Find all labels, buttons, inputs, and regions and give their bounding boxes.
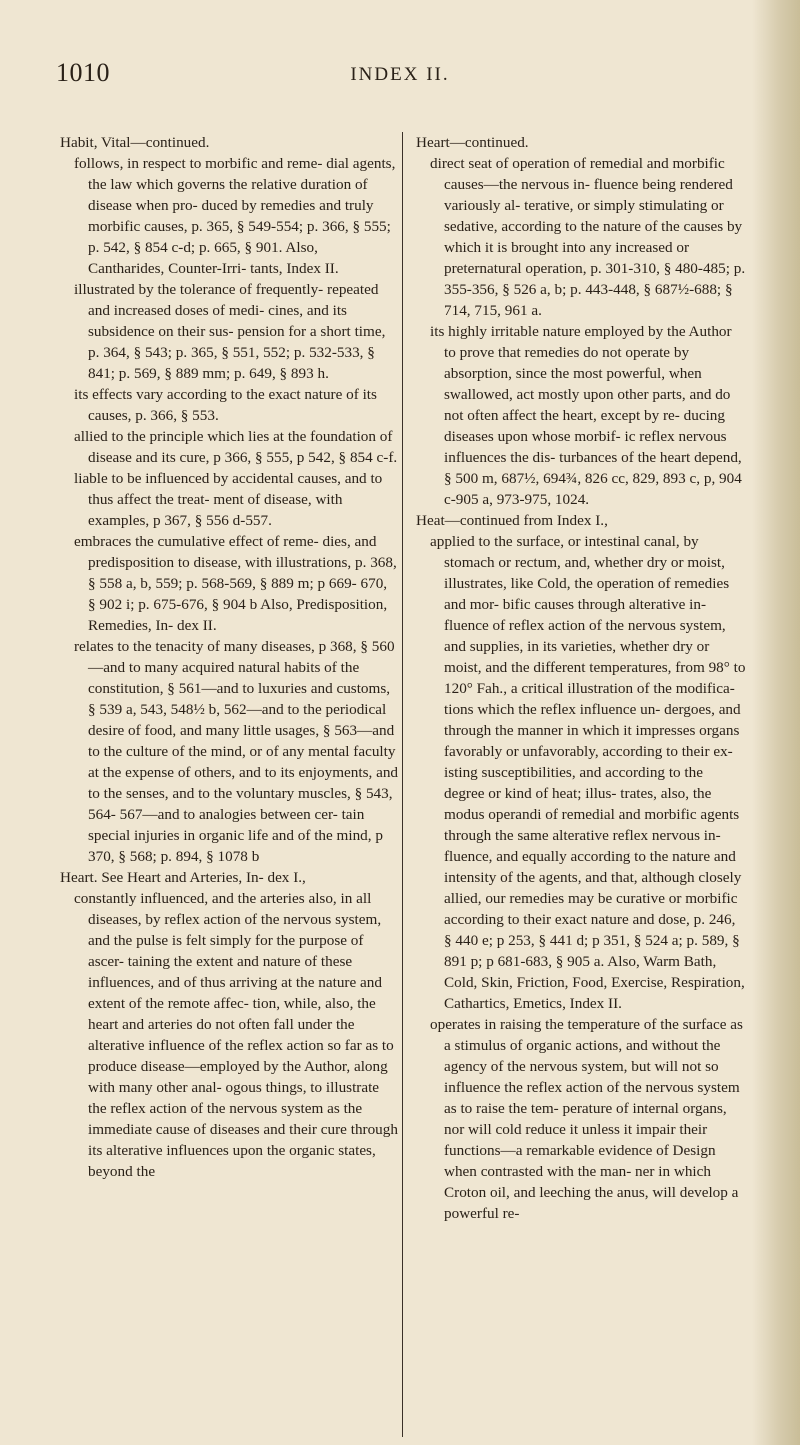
index-subentry: applied to the surface, or intestinal canal, by stomach or rectum, and, whether dry or moist, illustrates, like Cold, the operation of remedies and mor- bific causes through alterative in- fluence of reflex action of the nervous system, and supplies, in its varieties, whether dry or moist, and the different temperatures, from 98° to 120° Fah., a critical illustration of the modifica- tions which the reflex influence un- dergoes, and through the manner in which it impresses organs favorably or unfavorably, according to their ex- isting susceptibilities, and according to the degree or kind of heat; illus- trates, also, the modus operandi of remedial and morbific agents through the same alterative reflex nervous in- fluence, and equally according to the nature and intensity of the agents, and that, although closely allied, our remedies may be curative or morbific according to their exact nature and dose, p. 246, § 440 e; p 253, § 441 d; p 351, § 524 a; p. 589, § 891 p; p 681-683, § 905 a. Also, Warm Bath, Cold, Skin, Friction, Food, Exercise, Respiration, Cathartics, Emetics, Index II. bbox=[430, 533, 746, 1012]
index-subentry: embraces the cumulative effect of reme- dies, and predisposition to disease, with illustrations, p. 368, § 558 a, b, 559; p. 568-569, § 889 m; p 669- 670, § 902 i; p. 675-676, § 904 b Also, Predisposition, Remedies, In- dex II. bbox=[74, 533, 397, 634]
page-edge-shadow bbox=[752, 0, 800, 1445]
running-head: INDEX II. bbox=[350, 64, 450, 85]
index-heading: Heat—continued from Index I., bbox=[416, 512, 608, 529]
index-subentry: direct seat of operation of remedial and morbific causes—the nervous in- fluence being rendered variously al- terative, or simply stimulating or sedative, according to the nature of the causes by which it is brought into any increased or preternatural operation, p. 301-310, § 480-485; p. 355-356, § 526 a, b; p. 443-448, § 687½-688; § 714, 715, 961 a. bbox=[430, 155, 746, 319]
index-subentry: liable to be influenced by accidental causes, and to thus affect the treat- ment of disease, with examples, p 367, § 556 d-557. bbox=[74, 470, 383, 529]
index-subentry: illustrated by the tolerance of frequently- repeated and increased doses of medi- cines, and its subsidence on their sus- pension for a short time, p. 364, § 543; p. 365, § 551, 552; p. 532-533, § 841; p. 569, § 889 mm; p. 649, § 893 h. bbox=[74, 281, 386, 382]
index-subentry: its effects vary according to the exact nature of its causes, p. 366, § 553. bbox=[74, 386, 377, 424]
column-divider bbox=[402, 132, 403, 1437]
index-heading: Heart—continued. bbox=[416, 134, 529, 151]
index-heading: Habit, Vital—continued. bbox=[60, 134, 210, 151]
index-subentry: relates to the tenacity of many diseases, p 368, § 560—and to many acquired natural habits of the constitution, § 561—and to luxuries and customs, § 539 a, 543, 548½ b, 562—and to the periodical desire of food, and many little usages, § 563—and to the culture of the mind, or of any mental faculty at the expense of others, and to its enjoyments, and to the senses, and to the voluntary muscles, § 543, 564- 567—and to analogies between cer- tain special injuries in organic life and of the mind, p 370, § 568; p. 894, § 1078 b bbox=[74, 638, 399, 865]
page-header bbox=[0, 0, 800, 120]
index-subentry: constantly influenced, and the arteries also, in all diseases, by reflex action of the nervous system, and the pulse is felt simply for the purpose of ascer- taining the extent and nature of these influences, and of thus arriving at the nature and extent of the remote affec- tion, while, also, the heart and arteries do not often fall under the alterative influence of the reflex action so far as to produce disease—employed by the Author, along with many other anal- ogous things, to illustrate the reflex action of the nervous system as the immediate cause of diseases and their cure through its alterative influences upon the organic states, beyond the bbox=[74, 890, 398, 1180]
index-subentry: follows, in respect to morbific and reme- dial agents, the law which governs the relative duration of disease when pro- duced by remedies and truly morbific causes, p. 365, § 549-554; p. 366, § 555; p. 542, § 854 c-d; p. 665, § 901. Also, Cantharides, Counter-Irri- tants, Index II. bbox=[74, 155, 396, 277]
index-subentry: allied to the principle which lies at the foundation of disease and its cure, p 366, § 555, p 542, § 854 c-f. bbox=[74, 428, 398, 466]
index-subentry: its highly irritable nature employed by the Author to prove that remedies do not operate by absorption, since the most powerful, when swallowed, act mostly upon other parts, and do not often affect the heart, except by re- ducing diseases upon whose morbif- ic reflex nervous influences the dis- turbances of the heart depend, § 500 m, 687½, 694¾, 826 cc, 829, 893 c, p, 904 c-905 a, 973-975, 1024. bbox=[430, 323, 742, 508]
index-heading: Heart. See Heart and Arteries, In- dex I., bbox=[60, 869, 306, 886]
page-number: 1010 bbox=[56, 58, 110, 87]
index-subentry: operates in raising the temperature of the surface as a stimulus of organic actions, and without the agency of the nervous system, but will not so influence the reflex action of the nervous system as to raise the tem- perature of internal organs, nor will cold reduce it unless it impair their functions—a remarkable evidence of Design when contrasted with the man- ner in which Croton oil, and leeching the anus, will develop a powerful re- bbox=[430, 1016, 743, 1222]
right-column bbox=[416, 132, 746, 1224]
left-column bbox=[60, 132, 398, 1182]
